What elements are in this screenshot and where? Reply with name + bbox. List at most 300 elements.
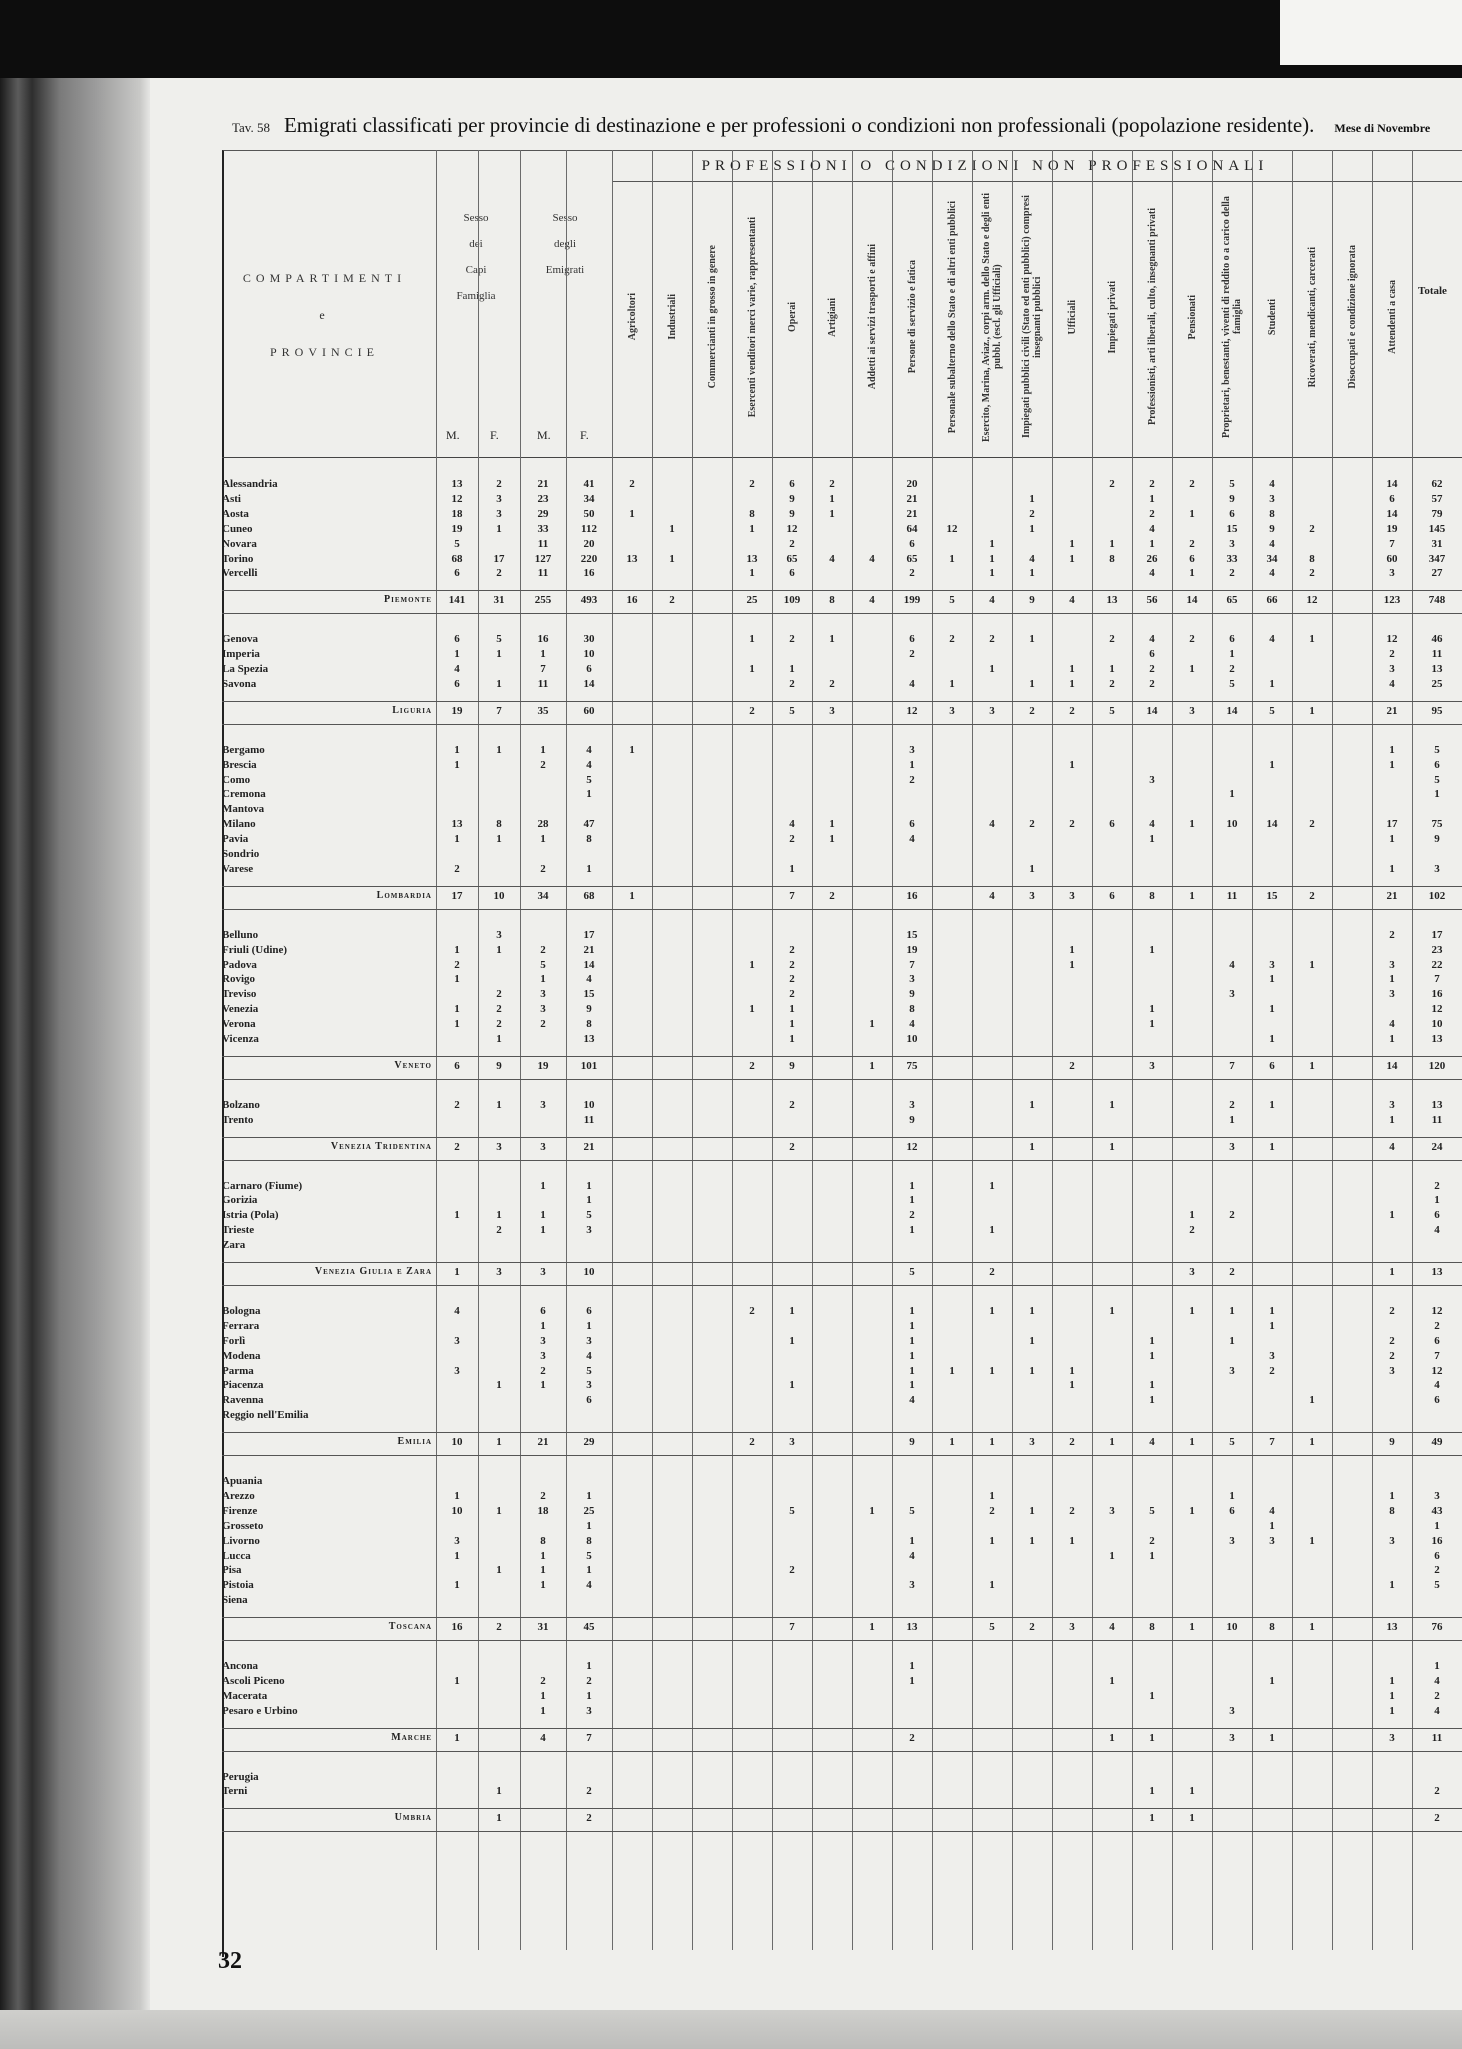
value-cell: 1: [1389, 1209, 1395, 1222]
province-row: [222, 493, 1462, 507]
value-cell: 102: [1428, 889, 1446, 902]
value-cell: 1: [1069, 958, 1075, 971]
row-rule: [222, 613, 1462, 614]
row-rule: [222, 1640, 1462, 1641]
value-cell: 112: [581, 522, 597, 535]
value-cell: 1: [1269, 973, 1275, 986]
value-cell: 29: [583, 1436, 595, 1449]
value-cell: 1: [496, 648, 502, 661]
value-cell: 1: [949, 677, 955, 690]
value-cell: 6: [1434, 1394, 1440, 1407]
value-cell: 4: [586, 1349, 592, 1362]
value-cell: 6: [1109, 818, 1115, 831]
value-cell: 1: [1269, 1731, 1275, 1744]
value-cell: 123: [1383, 594, 1401, 607]
profession-header-text: Persone di servizio e fatica: [906, 260, 918, 374]
value-cell: 1: [540, 1379, 546, 1392]
province-name: Trieste: [222, 1224, 255, 1237]
value-cell: 1: [1269, 1003, 1275, 1016]
value-cell: 141: [448, 594, 466, 607]
value-cell: 1: [540, 1704, 546, 1717]
value-cell: 1: [496, 1504, 502, 1517]
province-name: Trento: [222, 1113, 254, 1126]
value-cell: 3: [540, 1003, 546, 1016]
value-cell: 4: [1029, 552, 1035, 565]
value-cell: 21: [583, 1140, 595, 1153]
value-cell: 8: [909, 1003, 915, 1016]
province-name: Livorno: [222, 1534, 260, 1547]
profession-header-text: Pensionati: [1186, 294, 1198, 340]
province-row: [222, 1305, 1462, 1319]
value-cell: 1: [586, 1689, 592, 1702]
value-cell: 8: [586, 1018, 592, 1031]
value-cell: 1: [496, 743, 502, 756]
value-cell: 7: [1389, 537, 1395, 550]
value-cell: 1: [454, 1018, 460, 1031]
value-cell: 1: [1029, 862, 1035, 875]
province-name: Padova: [222, 958, 257, 971]
value-cell: 2: [1309, 818, 1315, 831]
value-cell: 3: [586, 1224, 592, 1237]
value-cell: 2: [496, 988, 502, 1001]
province-name: Istria (Pola): [222, 1209, 279, 1222]
row-rule: [222, 1617, 1462, 1618]
value-cell: 1: [1069, 537, 1075, 550]
value-cell: 2: [586, 1812, 592, 1825]
province-row: [222, 833, 1462, 847]
value-cell: 2: [1029, 818, 1035, 831]
value-cell: 5: [949, 594, 955, 607]
value-cell: 1: [1189, 1812, 1195, 1825]
value-cell: 16: [1431, 1534, 1443, 1547]
value-cell: 1: [586, 1194, 592, 1207]
province-name: Ferrara: [222, 1319, 260, 1332]
province-row: [222, 1579, 1462, 1593]
value-cell: 3: [1229, 1364, 1235, 1377]
value-cell: 1: [989, 1224, 995, 1237]
value-cell: 5: [540, 958, 546, 971]
value-cell: 1: [1069, 677, 1075, 690]
province-row: [222, 1475, 1462, 1489]
value-cell: 1: [909, 1304, 915, 1317]
compartimenti-label: COMPARTIMENTI: [242, 271, 407, 285]
value-cell: 2: [1389, 1304, 1395, 1317]
value-cell: 4: [1269, 1504, 1275, 1517]
value-cell: 1: [1149, 537, 1155, 550]
compartimento-total-row: [222, 594, 1462, 608]
province-row: [222, 1594, 1462, 1608]
value-cell: 21: [537, 478, 549, 490]
value-cell: 7: [496, 704, 502, 717]
value-cell: 1: [586, 1489, 592, 1502]
value-cell: 2: [909, 648, 915, 661]
value-cell: 21: [906, 492, 918, 505]
value-cell: 10: [583, 1098, 595, 1111]
value-cell: 14: [1226, 704, 1238, 717]
value-cell: 1: [789, 1304, 795, 1317]
province-row: [222, 1099, 1462, 1113]
value-cell: 1: [789, 663, 795, 675]
value-cell: 11: [1431, 1113, 1443, 1126]
value-cell: 1: [1434, 1660, 1440, 1672]
header-bottom-rule: [222, 457, 1462, 458]
province-row: [222, 567, 1462, 581]
value-cell: 2: [1269, 1364, 1275, 1377]
value-cell: 14: [1186, 594, 1198, 607]
value-cell: 2: [1229, 663, 1235, 675]
province-row: [222, 1320, 1462, 1334]
province-name: Forlì: [222, 1334, 246, 1347]
value-cell: 1: [1389, 758, 1395, 771]
value-cell: 4: [1229, 958, 1235, 971]
value-cell: 33: [1226, 552, 1238, 565]
value-cell: 56: [1146, 594, 1158, 607]
value-cell: 16: [537, 633, 549, 646]
province-row: [222, 508, 1462, 522]
value-cell: 199: [903, 594, 921, 607]
province-name: Milano: [222, 818, 256, 831]
value-cell: 1: [1229, 788, 1235, 801]
value-cell: 7: [1434, 973, 1440, 986]
value-cell: 2: [909, 773, 915, 786]
value-cell: 4: [1434, 1704, 1440, 1717]
province-name: Torino: [222, 552, 254, 565]
value-cell: 1: [749, 522, 755, 535]
value-cell: 9: [1434, 833, 1440, 846]
value-cell: 76: [1431, 1621, 1443, 1634]
province-name: Lucca: [222, 1549, 251, 1562]
value-cell: 8: [1269, 507, 1275, 520]
compartimento-name: Emilia: [397, 1436, 432, 1448]
value-cell: 1: [789, 1003, 795, 1016]
value-cell: 1: [949, 1364, 955, 1377]
value-cell: 5: [586, 773, 592, 786]
value-cell: 6: [789, 567, 795, 580]
value-cell: 1: [1149, 1812, 1155, 1825]
value-cell: 1: [540, 1549, 546, 1562]
value-cell: 5: [586, 1364, 592, 1377]
province-name: Pisa: [222, 1564, 242, 1577]
value-cell: 4: [869, 552, 875, 565]
province-row: [222, 553, 1462, 567]
value-cell: 1: [909, 1379, 915, 1392]
compartimento-name: Toscana: [388, 1621, 432, 1633]
province-name: Vercelli: [222, 567, 258, 580]
compartimento-name: Veneto: [394, 1059, 432, 1071]
value-cell: 65: [786, 552, 798, 565]
profession-header: [972, 186, 1012, 448]
value-cell: 68: [583, 889, 595, 902]
value-cell: 3: [1229, 1534, 1235, 1547]
compartimento-total-row: [222, 1621, 1462, 1635]
row-rule: [222, 1831, 1462, 1832]
province-row: [222, 1409, 1462, 1423]
value-cell: 9: [1029, 594, 1035, 607]
profession-header: [732, 186, 772, 448]
value-cell: 10: [583, 648, 595, 661]
value-cell: 1: [586, 1519, 592, 1532]
province-row: [222, 803, 1462, 817]
value-cell: 2: [586, 1785, 592, 1798]
value-cell: 1: [1309, 704, 1315, 717]
compartimento-total-row: [222, 1141, 1462, 1155]
province-name: Verona: [222, 1018, 256, 1031]
value-cell: 31: [1431, 537, 1443, 550]
profession-header: [772, 186, 812, 448]
value-cell: 4: [909, 1549, 915, 1562]
value-cell: 2: [540, 943, 546, 956]
value-cell: 5: [909, 1504, 915, 1517]
scan-top-corner: [1280, 0, 1462, 65]
value-cell: 1: [909, 1194, 915, 1207]
value-cell: 5: [1434, 743, 1440, 756]
value-cell: 2: [1029, 1621, 1035, 1634]
profession-header: [1292, 186, 1332, 448]
value-cell: 1: [1389, 1579, 1395, 1592]
value-cell: 4: [909, 1018, 915, 1031]
value-cell: 28: [537, 818, 549, 831]
province-name: Zara: [222, 1239, 246, 1252]
value-cell: 3: [909, 1098, 915, 1111]
province-name: Treviso: [222, 988, 257, 1001]
value-cell: 9: [789, 507, 795, 520]
province-name: La Spezia: [222, 663, 269, 675]
value-cell: 2: [454, 862, 460, 875]
value-cell: 3: [540, 1266, 546, 1278]
value-cell: 1: [454, 1003, 460, 1016]
value-cell: 1: [540, 648, 546, 661]
value-cell: 2: [1149, 677, 1155, 690]
province-row: [222, 1535, 1462, 1549]
value-cell: 4: [869, 594, 875, 607]
value-cell: 3: [1029, 1436, 1035, 1449]
sesso-emigrati-line: degli: [554, 238, 576, 250]
value-cell: 4: [1269, 633, 1275, 646]
value-cell: 4: [1149, 633, 1155, 646]
value-cell: 19: [906, 943, 918, 956]
province-name: Carnaro (Fiume): [222, 1179, 303, 1192]
value-cell: 10: [451, 1436, 463, 1449]
compartimento-name: Umbria: [394, 1812, 432, 1824]
profession-header-text: Impiegati pubblici civili (Stato ed enti pubblici) compresi insegnanti pubblici: [1021, 195, 1043, 439]
value-cell: 1: [540, 1179, 546, 1192]
value-cell: 5: [1149, 1504, 1155, 1517]
province-name: Parma: [222, 1364, 254, 1377]
value-cell: 1: [989, 1436, 995, 1449]
province-name: Piacenza: [222, 1379, 264, 1392]
value-cell: 1: [1029, 1140, 1035, 1153]
value-cell: 1: [1029, 492, 1035, 505]
value-cell: 1: [909, 1674, 915, 1687]
value-cell: 13: [451, 478, 463, 490]
value-cell: 50: [583, 507, 595, 520]
value-cell: 30: [583, 633, 595, 646]
profession-header: [932, 186, 972, 448]
value-cell: 15: [1226, 522, 1238, 535]
sesso-capi-line: dei: [469, 238, 483, 250]
profession-header-text: Impiegati privati: [1106, 280, 1118, 354]
value-cell: 60: [583, 704, 595, 717]
value-cell: 9: [1229, 492, 1235, 505]
value-cell: 109: [783, 594, 801, 607]
province-name: Como: [222, 773, 251, 786]
value-cell: 3: [1149, 773, 1155, 786]
value-cell: 11: [537, 567, 549, 580]
value-cell: 12: [1431, 1364, 1443, 1377]
province-row: [222, 1379, 1462, 1393]
value-cell: 2: [749, 1304, 755, 1317]
value-cell: 1: [829, 833, 835, 846]
value-cell: 3: [1069, 889, 1075, 902]
value-cell: 2: [1109, 677, 1115, 690]
value-cell: 1: [1229, 1304, 1235, 1317]
value-cell: 1: [1189, 1621, 1195, 1634]
value-cell: 1: [949, 552, 955, 565]
value-cell: 6: [1229, 633, 1235, 646]
value-cell: 1: [1069, 552, 1075, 565]
value-cell: 13: [1386, 1621, 1398, 1634]
value-cell: 13: [1431, 1033, 1443, 1045]
value-cell: 1: [1029, 1334, 1035, 1347]
value-cell: 1: [454, 1489, 460, 1502]
value-cell: 4: [1434, 1674, 1440, 1687]
value-cell: 220: [580, 552, 598, 565]
value-cell: 2: [1069, 1436, 1075, 1449]
value-cell: 10: [1226, 1621, 1238, 1634]
value-cell: 17: [493, 552, 505, 565]
value-cell: 1: [540, 973, 546, 986]
value-cell: 7: [909, 958, 915, 971]
value-cell: 3: [909, 973, 915, 986]
value-cell: 1: [1229, 648, 1235, 661]
value-cell: 2: [829, 478, 835, 490]
profession-header-text: Artigiani: [826, 297, 838, 337]
value-cell: 1: [1109, 1140, 1115, 1153]
value-cell: 17: [1431, 928, 1443, 941]
value-cell: 68: [451, 552, 463, 565]
header-divider: [612, 181, 1462, 182]
value-cell: 1: [1189, 663, 1195, 675]
value-cell: 1: [869, 1621, 875, 1634]
value-cell: 4: [1149, 818, 1155, 831]
value-cell: 1: [909, 758, 915, 771]
province-name: Ascoli Piceno: [222, 1674, 285, 1687]
value-cell: 2: [1149, 478, 1155, 490]
value-cell: 31: [537, 1621, 549, 1634]
value-cell: 5: [989, 1621, 995, 1634]
compartimento-total-row: [222, 1436, 1462, 1450]
value-cell: 2: [1069, 818, 1075, 831]
value-cell: 1: [989, 1534, 995, 1547]
province-row: [222, 633, 1462, 647]
value-cell: 2: [1189, 478, 1195, 490]
value-cell: 1: [789, 862, 795, 875]
value-cell: 1: [669, 522, 675, 535]
value-cell: 1: [1434, 1194, 1440, 1207]
value-cell: 62: [1431, 478, 1443, 490]
value-cell: 14: [1146, 704, 1158, 717]
province-row: [222, 788, 1462, 802]
province-row: [222, 759, 1462, 773]
value-cell: 1: [869, 1018, 875, 1031]
value-cell: 4: [1069, 594, 1075, 607]
value-cell: 2: [749, 478, 755, 490]
value-cell: 19: [1386, 522, 1398, 535]
value-cell: 1: [1309, 1534, 1315, 1547]
value-cell: 1: [1109, 537, 1115, 550]
province-row: [222, 1505, 1462, 1519]
value-cell: 1: [1069, 663, 1075, 675]
value-cell: 6: [909, 633, 915, 646]
value-cell: 1: [1029, 522, 1035, 535]
province-row: [222, 1660, 1462, 1674]
value-cell: 6: [454, 633, 460, 646]
value-cell: 3: [1189, 704, 1195, 717]
value-cell: 6: [1269, 1059, 1275, 1072]
province-row: [222, 1690, 1462, 1704]
value-cell: 2: [1389, 1334, 1395, 1347]
value-cell: 1: [586, 788, 592, 801]
professions-group-header: PROFESSIONI O CONDIZIONI NON PROFESSIONALI: [701, 158, 1269, 174]
province-name: Terni: [222, 1785, 248, 1798]
value-cell: 1: [1189, 1304, 1195, 1317]
value-cell: 31: [493, 594, 505, 607]
value-cell: 13: [626, 552, 638, 565]
value-cell: 2: [789, 537, 795, 550]
value-cell: 14: [583, 677, 595, 690]
value-cell: 8: [1389, 1504, 1395, 1517]
province-name: Alessandria: [222, 478, 278, 490]
province-name: Bolzano: [222, 1098, 260, 1111]
value-cell: 13: [1431, 663, 1443, 675]
value-cell: 7: [1229, 1059, 1235, 1072]
province-name: Gorizia: [222, 1194, 258, 1207]
value-cell: 1: [1389, 1704, 1395, 1717]
value-cell: 10: [1431, 1018, 1443, 1031]
value-cell: 2: [1434, 1812, 1440, 1825]
value-cell: 1: [1149, 1785, 1155, 1798]
value-cell: 11: [537, 677, 549, 690]
value-cell: 46: [1431, 633, 1443, 646]
value-cell: 2: [1229, 1266, 1235, 1278]
profession-header-text: Operai: [786, 302, 798, 332]
province-row: [222, 1771, 1462, 1785]
row-rule: [222, 1056, 1462, 1057]
value-cell: 1: [1309, 633, 1315, 646]
value-cell: 4: [909, 1394, 915, 1407]
value-cell: 7: [586, 1731, 592, 1744]
value-cell: 1: [586, 1319, 592, 1332]
value-cell: 2: [1189, 633, 1195, 646]
province-row: [222, 1209, 1462, 1223]
value-cell: 3: [989, 704, 995, 717]
value-cell: 4: [1269, 478, 1275, 490]
compartimento-total-row: [222, 1266, 1462, 1280]
value-cell: 3: [586, 1379, 592, 1392]
profession-header: [612, 186, 652, 448]
value-cell: 1: [789, 1379, 795, 1392]
row-rule: [222, 1728, 1462, 1729]
value-cell: 1: [586, 862, 592, 875]
value-cell: 3: [540, 1334, 546, 1347]
province-name: Pavia: [222, 833, 249, 846]
value-cell: 2: [1029, 507, 1035, 520]
value-cell: 8: [1269, 1621, 1275, 1634]
value-cell: 3: [829, 704, 835, 717]
value-cell: 1: [1029, 1504, 1035, 1517]
value-cell: 2: [1434, 1179, 1440, 1192]
province-name: Imperia: [222, 648, 260, 661]
